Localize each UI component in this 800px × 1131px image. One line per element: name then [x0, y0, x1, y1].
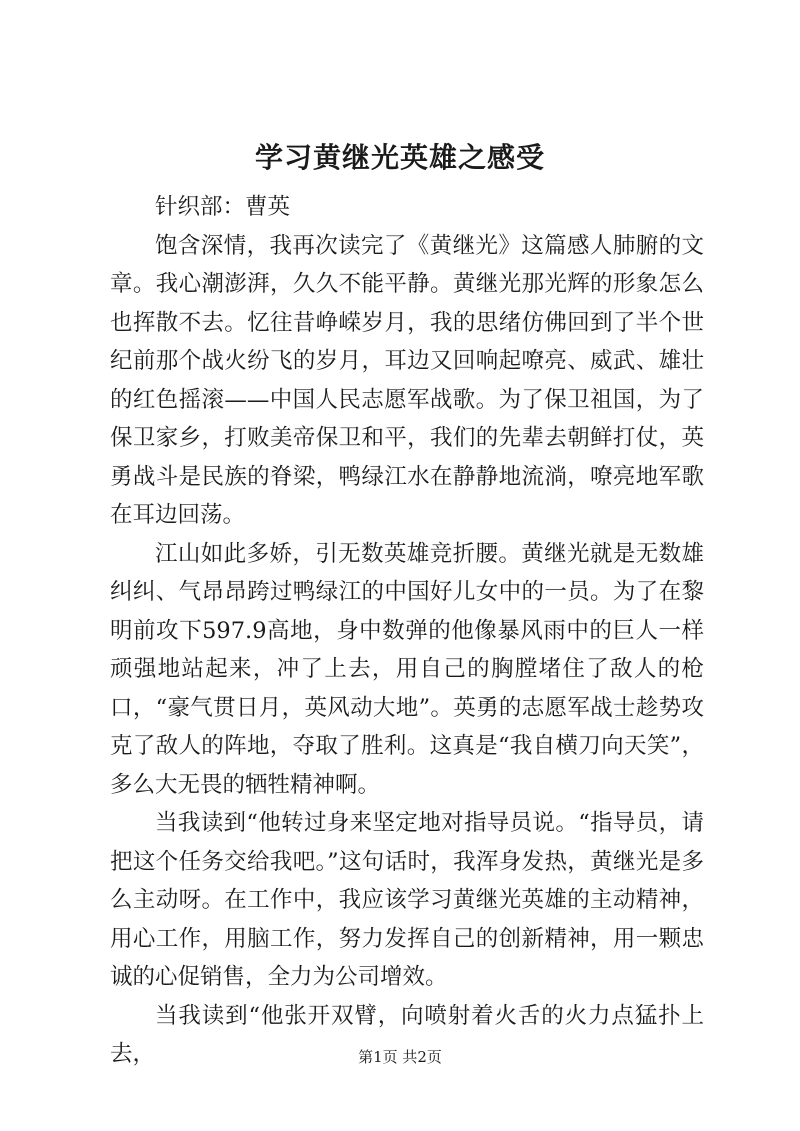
page-footer: 第1页 共2页 [358, 1048, 442, 1066]
paragraph: 饱含深情，我再次读完了《黄继光》这篇感人肺腑的文章。我心潮澎湃，久久不能平静。黄继光那光辉的形象怎么也挥散不去。忆往昔峥嵘岁月，我的思绪仿佛回到了半个世纪前那个战火纷飞的岁月，耳边又回响起嘹亮、威武、雄壮的红色摇滚——中国人民志愿军战歌。为了保卫祖国，为了保卫家乡，打败美帝保卫和平，我们的先辈去朝鲜打仗，英勇战斗是民族的脊梁，鸭绿江水在静静地流淌，嘹亮地军歌在耳边回荡。 [110, 232, 704, 528]
author-line: 针织部：曹英 [155, 194, 291, 220]
paragraph: 当我读到“他张开双臂，向喷射着火舌的火力点猛扑上去， [110, 1002, 704, 1067]
paragraph: 江山如此多娇，引无数英雄竞折腰。黄继光就是无数雄纠纠、气昂昂跨过鸭绿江的中国好儿女中的一员。为了在黎明前攻下597.9高地，身中数弹的他像暴风雨中的巨人一样顽强地站起来，冲了上去，用自己的胸膛堵住了敌人的枪口，“豪气贯日月，英风动大地”。英勇的志愿军战士趁势攻克了敌人的阵地，夺取了胜利。这真是“我自横刀向天笑”，多么大无畏的牺牲精神啊。 [110, 540, 704, 798]
paragraph: 当我读到“他转过身来坚定地对指导员说。“指导员，请把这个任务交给我吧。”这句话时，我浑身发热，黄继光是多么主动呀。在工作中，我应该学习黄继光英雄的主动精神，用心工作，用脑工作，努力发挥自己的创新精神，用一颗忠诚的心促销售，全力为公司增效。 [110, 810, 704, 990]
document-title: 学习黄继光英雄之感受 [254, 141, 545, 174]
document-body [110, 188, 704, 1074]
